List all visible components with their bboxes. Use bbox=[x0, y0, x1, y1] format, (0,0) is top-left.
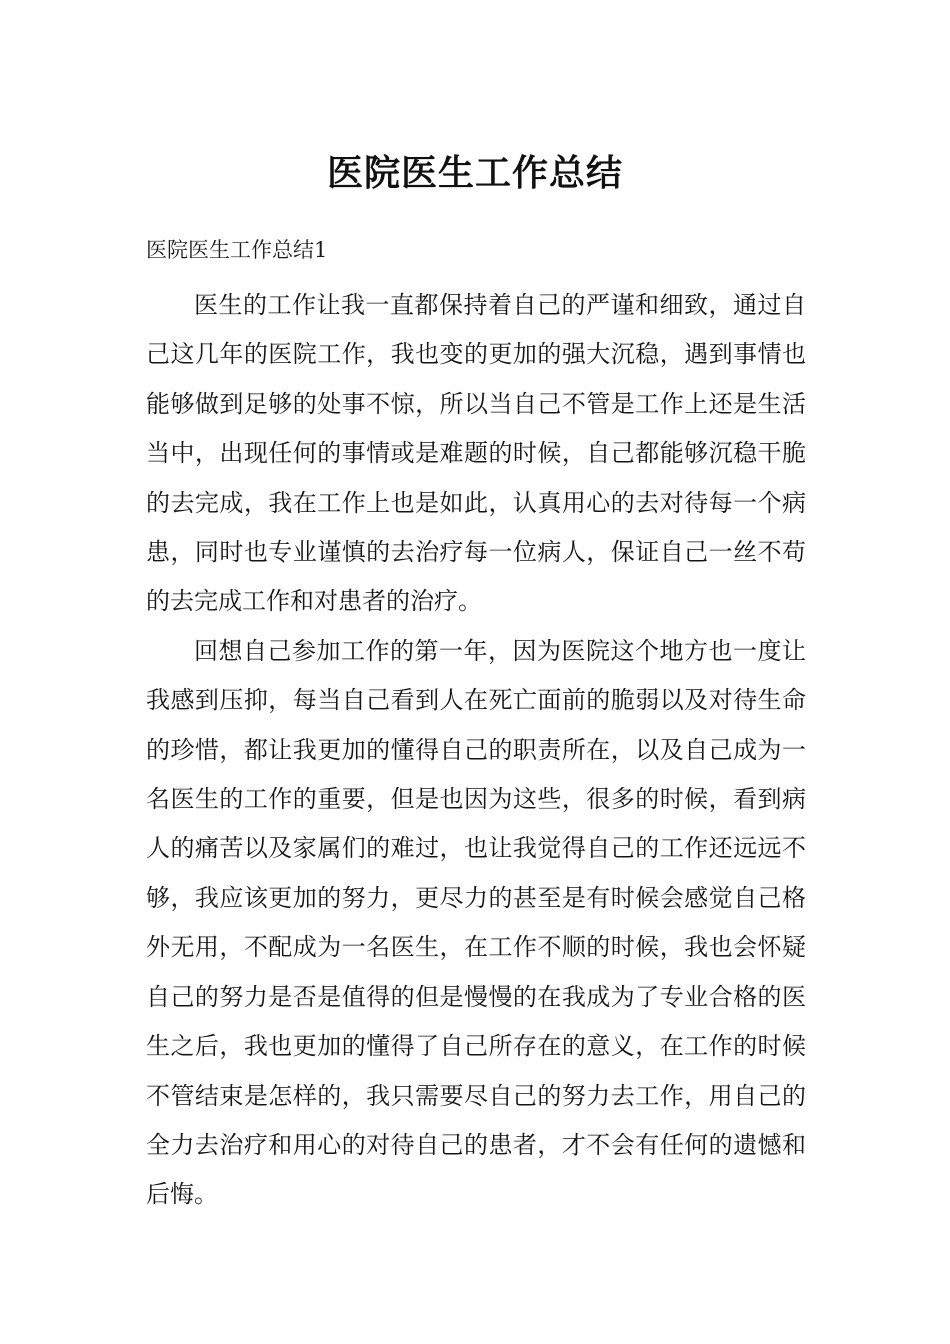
document-body bbox=[146, 281, 806, 1220]
paragraph-1: 医生的工作让我一直都保持着自己的严谨和细致，通过自己这几年的医院工作，我也变的更加的强大沉稳，遇到事情也能够做到足够的处事不惊，所以当自己不管是工作上还是生活当中，出现任何的事情或是难题的时候，自己都能够沉稳干脆的去完成，我在工作上也是如此，认真用心的去对待每一个病患，同时也专业谨慎的去治疗每一位病人，保证自己一丝不苟的去完成工作和对患者的治疗。 bbox=[146, 291, 806, 616]
paragraph-2: 回想自己参加工作的第一年，因为医院这个地方也一度让我感到压抑，每当自己看到人在死亡面前的脆弱以及对待生命的珍惜，都让我更加的懂得自己的职责所在，以及自己成为一名医生的工作的重要，但是也因为这些，很多的时候，看到病人的痛苦以及家属们的难过，也让我觉得自己的工作还远远不够，我应该更加的努力，更尽力的甚至是有时候会感觉自己格外无用，不配成为一名医生，在工作不顺的时候，我也会怀疑自己的努力是否是值得的但是慢慢的在我成为了专业合格的医生之后，我也更加的懂得了自己所存在的意义，在工作的时候不管结束是怎样的，我只需要尽自己的努力去工作，用自己的全力去治疗和用心的对待自己的患者，才不会有任何的遗憾和后悔。 bbox=[146, 636, 806, 1209]
section-heading: 医院医生工作总结1 bbox=[146, 238, 328, 262]
document-title: 医院医生工作总结 bbox=[326, 153, 623, 195]
